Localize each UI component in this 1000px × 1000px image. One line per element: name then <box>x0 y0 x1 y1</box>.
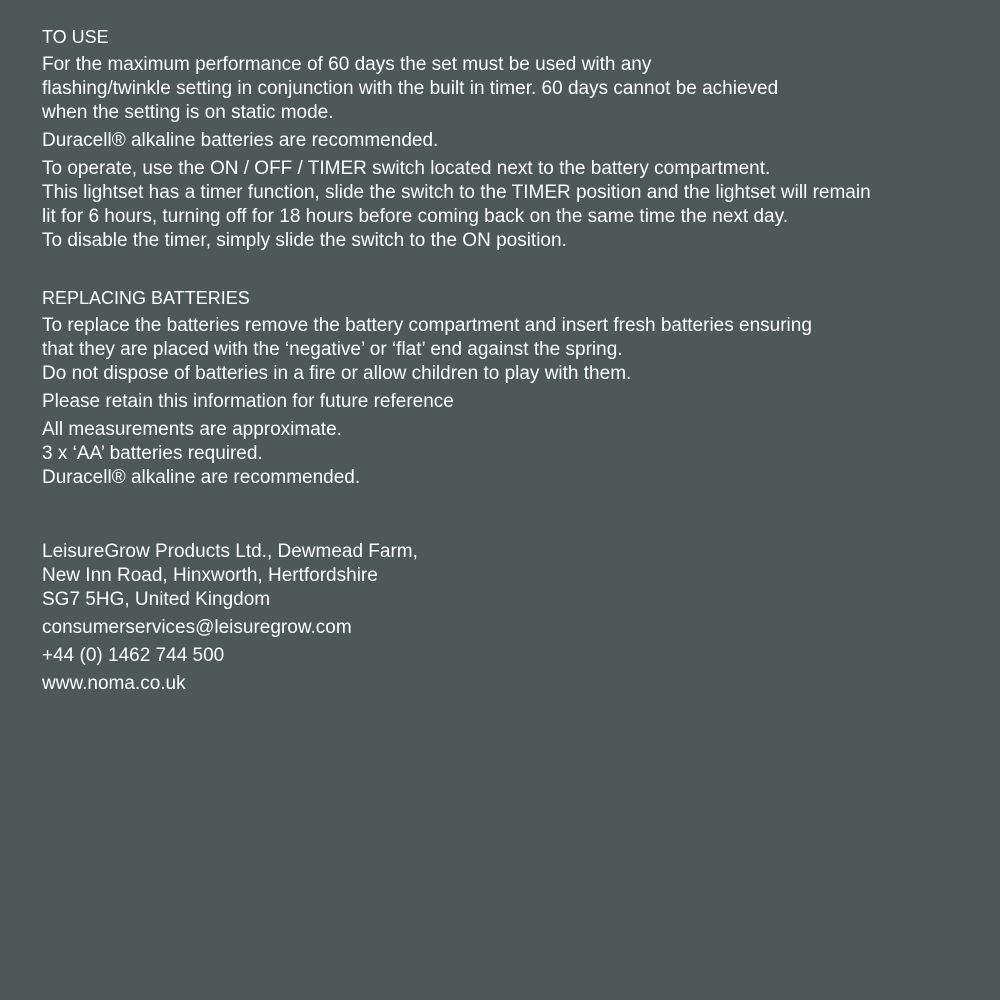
to-use-line: lit for 6 hours, turning off for 18 hours before coming back on the same time the next day. <box>42 206 788 227</box>
to-use-line: flashing/twinkle setting in conjunction with the built in timer. 60 days cannot be achieved <box>42 78 779 99</box>
to-use-section <box>42 25 962 253</box>
replacing-batteries-line: Do not dispose of batteries in a fire or allow children to play with them. <box>42 363 632 384</box>
replacing-batteries-heading: REPLACING BATTERIES <box>42 288 250 308</box>
address-line: SG7 5HG, United Kingdom <box>42 589 271 610</box>
contact-phone: +44 (0) 1462 744 500 <box>42 645 225 666</box>
address-line: New Inn Road, Hinxworth, Hertfordshire <box>42 565 378 586</box>
contact-website: www.noma.co.uk <box>42 673 186 694</box>
to-use-line: when the setting is on static mode. <box>42 102 334 123</box>
contact-section <box>42 540 962 696</box>
to-use-line: Duracell® alkaline batteries are recommended. <box>42 130 439 151</box>
replacing-batteries-section <box>42 286 962 490</box>
replacing-batteries-line: that they are placed with the ‘negative’ or ‘flat’ end against the spring. <box>42 339 623 360</box>
replacing-batteries-line: 3 x ‘AA’ batteries required. <box>42 443 263 464</box>
replacing-batteries-line: All measurements are approximate. <box>42 419 342 440</box>
to-use-line: To operate, use the ON / OFF / TIMER switch located next to the battery compartment. <box>42 158 771 179</box>
to-use-line: To disable the timer, simply slide the switch to the ON position. <box>42 230 567 251</box>
to-use-line: For the maximum performance of 60 days the set must be used with any <box>42 54 652 75</box>
contact-email: consumerservices@leisuregrow.com <box>42 617 352 638</box>
replacing-batteries-line: Please retain this information for future reference <box>42 391 454 412</box>
address-line: LeisureGrow Products Ltd., Dewmead Farm, <box>42 541 418 562</box>
to-use-line: This lightset has a timer function, slide the switch to the TIMER position and the lightset will remain <box>42 182 871 203</box>
replacing-batteries-line: Duracell® alkaline are recommended. <box>42 467 361 488</box>
to-use-heading: TO USE <box>42 27 109 47</box>
replacing-batteries-line: To replace the batteries remove the battery compartment and insert fresh batteries ensuring <box>42 315 812 336</box>
